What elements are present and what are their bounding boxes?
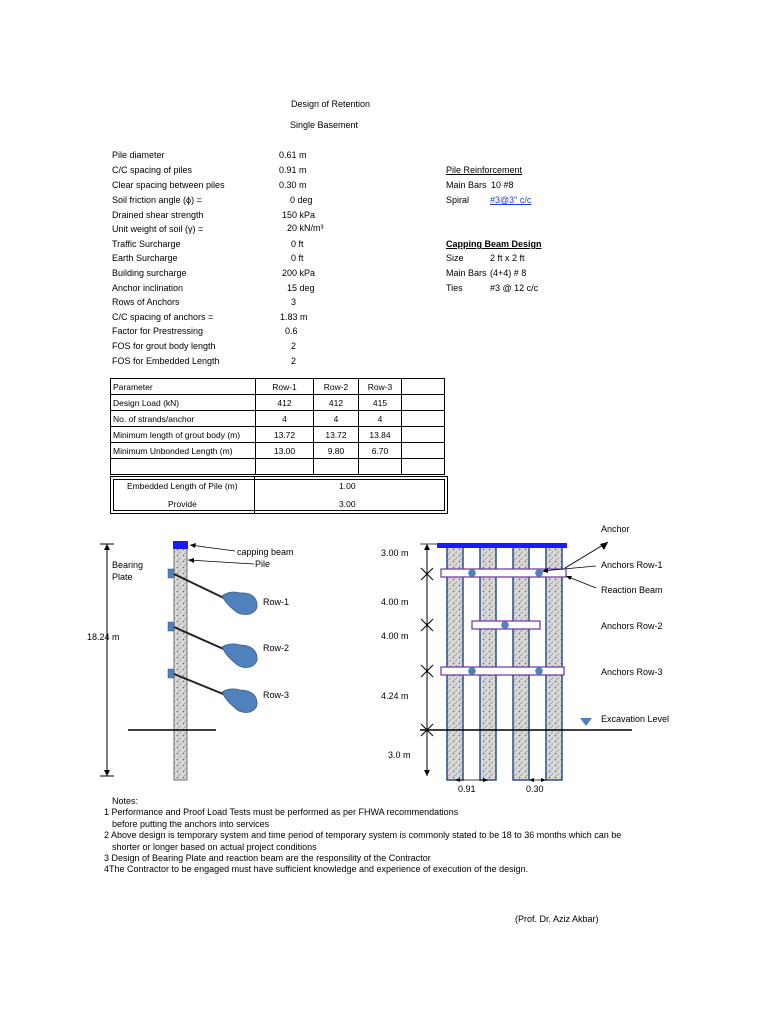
param-label: Building surcharge xyxy=(112,268,187,278)
table-header-cell: Row-3 xyxy=(359,379,402,395)
anchor-label: Anchor xyxy=(601,524,630,534)
dimension-label: 4.24 m xyxy=(381,691,409,701)
author-credit: (Prof. Dr. Aziz Akbar) xyxy=(515,914,599,924)
anchor-point-row3 xyxy=(468,667,476,675)
table-cell: Minimum Unbonded Length (m) xyxy=(111,443,256,459)
anchors-row3-label: Anchors Row-3 xyxy=(601,667,663,677)
param-value: 0 ft xyxy=(291,239,304,249)
anchors-row1-label: Anchors Row-1 xyxy=(601,560,663,570)
pile-1 xyxy=(447,546,463,780)
note-text: Design of Bearing Plate and reaction beam are the responsility of the Contractor xyxy=(111,853,431,864)
table-cell: 4 xyxy=(359,411,402,427)
table-header-row xyxy=(111,379,445,395)
grout-body-row1 xyxy=(222,592,257,615)
dimension-label: 4.00 m xyxy=(381,631,409,641)
pile-label: Pile xyxy=(255,559,271,569)
pile-4 xyxy=(546,546,562,780)
capping-beam-leader xyxy=(190,545,235,551)
pile-spiral-label: Spiral xyxy=(446,195,470,205)
excavation-level-label: Excavation Level xyxy=(601,714,670,724)
param-value: 200 kPa xyxy=(282,268,316,278)
embedded-length-label: Embedded Length of Pile (m) xyxy=(127,481,238,491)
param-value: 2 xyxy=(291,341,297,351)
embedded-length-value: 1.00 xyxy=(339,481,356,491)
param-value: 0 deg xyxy=(290,195,313,205)
note-item xyxy=(104,864,621,875)
pile-main-bars-label: Main Bars xyxy=(446,180,487,190)
param-label: Soil friction angle (ϕ) = xyxy=(112,195,202,205)
excavation-level-icon xyxy=(580,718,592,726)
anchors-row2-label: Anchors Row-2 xyxy=(601,621,663,631)
table-cell: Design Load (kN) xyxy=(111,395,256,411)
table-cell: 415 xyxy=(359,395,402,411)
table-cell-empty xyxy=(111,459,256,475)
table-cell: 6.70 xyxy=(359,443,402,459)
table-header-cell: Row-2 xyxy=(314,379,359,395)
param-label: FOS for grout body length xyxy=(112,341,216,351)
note-text: Performance and Proof Load Tests must be performed as per FHWA recommendations xyxy=(111,807,459,818)
embedded-length-box xyxy=(110,476,448,514)
pile-spiral-link[interactable]: #3@3" c/c xyxy=(490,195,532,205)
capping-beam xyxy=(173,541,188,549)
param-label: C/C spacing of piles xyxy=(112,165,193,175)
bearing-plate-row3 xyxy=(168,669,174,678)
table-cell: No. of strands/anchor xyxy=(111,411,256,427)
arrow-icon xyxy=(188,558,194,563)
capping-beam-heading: Capping Beam Design xyxy=(446,239,542,249)
pile-spacing-label: 0.91 xyxy=(458,784,476,794)
param-value: 0.30 m xyxy=(279,180,307,190)
table-cell-empty xyxy=(402,379,445,395)
table-row xyxy=(111,395,445,411)
pile-reinforcement-heading: Pile Reinforcement xyxy=(446,165,523,175)
table-cell: 9.80 xyxy=(314,443,359,459)
param-value: 1.83 m xyxy=(280,312,308,322)
table-cell-empty xyxy=(402,411,445,427)
table-cell: Minimum length of grout body (m) xyxy=(111,427,256,443)
arrow-icon xyxy=(424,544,430,550)
pile-leader xyxy=(188,560,254,564)
table-row xyxy=(111,443,445,459)
capping-main-bars-label: Main Bars xyxy=(446,268,487,278)
row3-label: Row-3 xyxy=(263,690,290,700)
capping-size-value: 2 ft x 2 ft xyxy=(490,253,525,263)
note-item xyxy=(104,853,621,864)
page-subtitle: Single Basement xyxy=(290,120,359,130)
param-label: Rows of Anchors xyxy=(112,297,180,307)
arrow-icon xyxy=(104,770,110,776)
reaction-beam-row3 xyxy=(441,667,564,675)
table-header-cell: Parameter xyxy=(111,379,256,395)
anchor-design-table xyxy=(110,378,445,475)
note-item xyxy=(104,807,621,818)
embedded-divider xyxy=(254,477,255,513)
capping-beam-label: capping beam xyxy=(237,547,294,557)
dimension-label: 3.00 m xyxy=(381,548,409,558)
table-cell-empty xyxy=(402,395,445,411)
capping-beam xyxy=(437,543,567,548)
note-number: 1 xyxy=(104,807,110,818)
notes-heading: Notes: xyxy=(112,796,139,806)
arrow-icon xyxy=(190,543,196,548)
bearing-plate-label-line: Bearing xyxy=(112,560,144,570)
table-cell-empty xyxy=(402,459,445,475)
table-header-cell: Row-1 xyxy=(256,379,314,395)
page-title: Design of Retention xyxy=(291,99,371,109)
anchor-point-row3 xyxy=(535,667,543,675)
anchor-point-row1 xyxy=(535,569,543,577)
table-cell-empty xyxy=(314,459,359,475)
note-item xyxy=(104,830,621,841)
table-row-empty xyxy=(111,459,445,475)
note-number: 4 xyxy=(104,864,110,875)
table-cell-empty xyxy=(402,427,445,443)
note-number: 3 xyxy=(104,853,110,864)
bearing-plate-label xyxy=(112,559,143,583)
param-label: Pile diameter xyxy=(112,150,165,160)
param-label: Anchor inclination xyxy=(112,283,184,293)
bearing-plate-row1 xyxy=(168,569,174,578)
param-value: 3 xyxy=(291,297,297,307)
table-cell-empty xyxy=(256,459,314,475)
table-cell: 412 xyxy=(314,395,359,411)
param-value: 0.91 m xyxy=(279,165,307,175)
table-cell-empty xyxy=(402,443,445,459)
param-label: Drained shear strength xyxy=(112,210,204,220)
param-value: 150 kPa xyxy=(282,210,316,220)
table-cell: 13.72 xyxy=(314,427,359,443)
pile-main-bars-value: 10 #8 xyxy=(491,180,514,190)
pile-2 xyxy=(480,546,496,780)
pile-3 xyxy=(513,546,529,780)
table-cell: 412 xyxy=(256,395,314,411)
anchor-point-row1 xyxy=(468,569,476,577)
arrow-icon xyxy=(104,544,110,550)
reaction-beam-label: Reaction Beam xyxy=(601,585,663,595)
grout-body-row3 xyxy=(222,689,257,713)
bearing-plate-row2 xyxy=(168,622,174,631)
param-label: FOS for Embedded Length xyxy=(112,356,220,366)
table-cell-empty xyxy=(359,459,402,475)
row1-label: Row-1 xyxy=(263,597,290,607)
dimension-label: 4.00 m xyxy=(381,597,409,607)
table-cell: 13.00 xyxy=(256,443,314,459)
total-height-label: 18.24 m xyxy=(87,632,120,642)
provide-label: Provide xyxy=(168,499,197,509)
param-value: 0.6 xyxy=(285,326,298,336)
note-continuation: before putting the anchors into services xyxy=(112,818,270,829)
note-text: Above design is temporary system and time period of temporary system is commonly stated to be 18 to 36 months which can be xyxy=(111,830,622,841)
provide-value: 3.00 xyxy=(339,499,356,509)
param-label: Earth Surcharge xyxy=(112,253,178,263)
capping-ties-value: #3 @ 12 c/c xyxy=(490,283,539,293)
note-continuation: shorter or longer based on actual project conditions xyxy=(112,841,317,852)
param-label: Factor for Prestressing xyxy=(112,326,204,336)
param-value: 20 kN/m³ xyxy=(287,223,324,233)
param-label: Traffic Surcharge xyxy=(112,239,181,249)
param-label: C/C spacing of anchors = xyxy=(112,312,214,322)
capping-main-bars-value: (4+4) # 8 xyxy=(490,268,527,278)
table-row xyxy=(111,411,445,427)
table-cell: 13.72 xyxy=(256,427,314,443)
table-cell: 13.84 xyxy=(359,427,402,443)
row2-label: Row-2 xyxy=(263,643,290,653)
bearing-plate-label-line: Plate xyxy=(112,572,133,582)
param-label: Unit weight of soil (γ) = xyxy=(112,224,204,234)
capping-size-label: Size xyxy=(446,253,464,263)
param-value: 0 ft xyxy=(291,253,304,263)
arrow-icon xyxy=(424,770,430,776)
dimension-label: 3.0 m xyxy=(388,750,411,760)
clear-spacing-label: 0.30 xyxy=(526,784,544,794)
table-cell: 4 xyxy=(256,411,314,427)
grout-body-row2 xyxy=(222,644,257,668)
table-cell: 4 xyxy=(314,411,359,427)
param-value: 15 deg xyxy=(287,283,315,293)
notes-section xyxy=(104,796,621,876)
capping-ties-label: Ties xyxy=(446,283,463,293)
anchor-point-row2 xyxy=(501,621,509,629)
param-value: 2 xyxy=(291,356,297,366)
note-number: 2 xyxy=(104,830,110,841)
note-text: The Contractor to be engaged must have sufficient knowledge and experience of execution of the design. xyxy=(109,864,529,875)
param-value: 0.61 m xyxy=(279,150,307,160)
table-row xyxy=(111,427,445,443)
param-label: Clear spacing between piles xyxy=(112,180,225,190)
